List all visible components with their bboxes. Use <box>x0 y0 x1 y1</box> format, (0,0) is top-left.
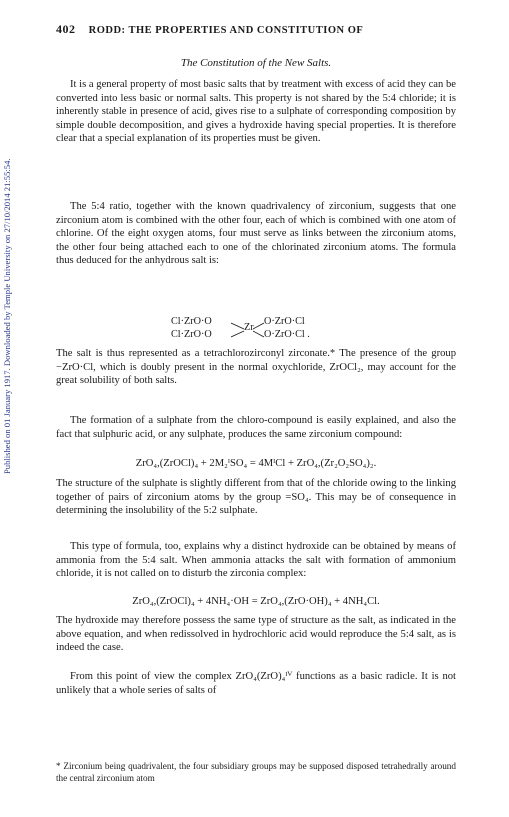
formula-left-bottom: Cl·ZrO·O <box>171 329 212 340</box>
paragraph-2: The 5:4 ratio, together with the known quadrivalency of zirconium, suggests that one zirconium atom is combined with the other four, each of which is combined with one atom of chlorine. Of the eight oxygen atoms, four must serve as links between the zirconium atoms, the other four being attached each to one of the chlorinated zirconium atoms. The formula thus deduced for the anhydrous salt is: <box>56 201 456 266</box>
footnote: * Zirconium being quadrivalent, the four subsidiary groups may be supposed disposed tetrahedrally around the central zirconium atom <box>56 761 456 783</box>
section-title: The Constitution of the New Salts. <box>180 57 332 69</box>
paragraph-4: The formation of a sulphate from the chloro-compound is easily explained, and also the fact that sulphuric acid, or any sulphate, produces the same zirconium compound: <box>56 415 456 440</box>
running-header <box>56 22 456 37</box>
paragraph-3: The salt is thus represented as a tetrachlorozirconyl zirconate.* The presence of the group −ZrO·Cl, which is doubly present in the normal oxychloride, ZrOCl₂, may account for the great solubility of both salts. <box>56 348 456 386</box>
paragraph-8: From this point of view the complex ZrO₄(ZrO)₄ᴵⱽ functions as a basic radicle. It is not unlikely that a whole series of salts of <box>56 671 456 696</box>
formula-center-zr: Zr <box>244 322 254 333</box>
formula-right-top: O·ZrO·Cl <box>264 316 305 327</box>
structural-formula <box>171 316 351 344</box>
download-watermark: Published on 01 January 1917. Downloaded by Temple University on 27/10/2014 21:55:54. <box>2 158 12 474</box>
running-title: RODD: THE PROPERTIES AND CONSTITUTION OF <box>88 25 364 36</box>
paragraph-6: This type of formula, too, explains why a distinct hydroxide can be obtained by means of ammonia from the 5:4 salt. When ammonia attacks the salt with formation of ammonium chloride, it is not called on to disturb the zirconia complex: <box>56 541 456 579</box>
paragraph-7: The hydroxide may therefore possess the same type of structure as the salt, as indicated in the above equation, and when redissolved in hydrochloric acid would reproduce the 5:4 salt, as is indeed the case. <box>56 615 456 653</box>
formula-right-bottom: O·ZrO·Cl . <box>264 329 310 340</box>
formula-left-top: Cl·ZrO·O <box>171 316 212 327</box>
paragraph-5: The structure of the sulphate is slightly different from that of the chloride owing to the linking together of pairs of zirconium atoms by the group =SO₄. This may be of consequence in determining the insolubility of the 5:2 sulphate. <box>56 478 456 516</box>
page-number: 402 <box>56 22 76 36</box>
equation-sulphate: ZrO₄,(ZrOCl)₄ + 2M₂ᴵSO₄ = 4MᴵCl + ZrO₄,(Zr₂O₂SO₄)₂. <box>135 458 377 469</box>
equation-hydroxide: ZrO₄,(ZrOCl)₄ + 4NH₄·OH = ZrO₄,(ZrO·OH)₄ + 4NH₄Cl. <box>132 596 380 607</box>
bond-lines-left <box>231 316 245 344</box>
paragraph-1: It is a general property of most basic salts that by treatment with excess of acid they can be converted into less basic or normal salts. This property is not shared by the 5:4 chloride; it is inherently stable in presence of acid, gives rise to a sulphate of corresponding composition by simple double decomposition, and gives a hydroxide having special properties. It is therefore clear that a special explanation of its properties must be given. <box>56 79 456 144</box>
